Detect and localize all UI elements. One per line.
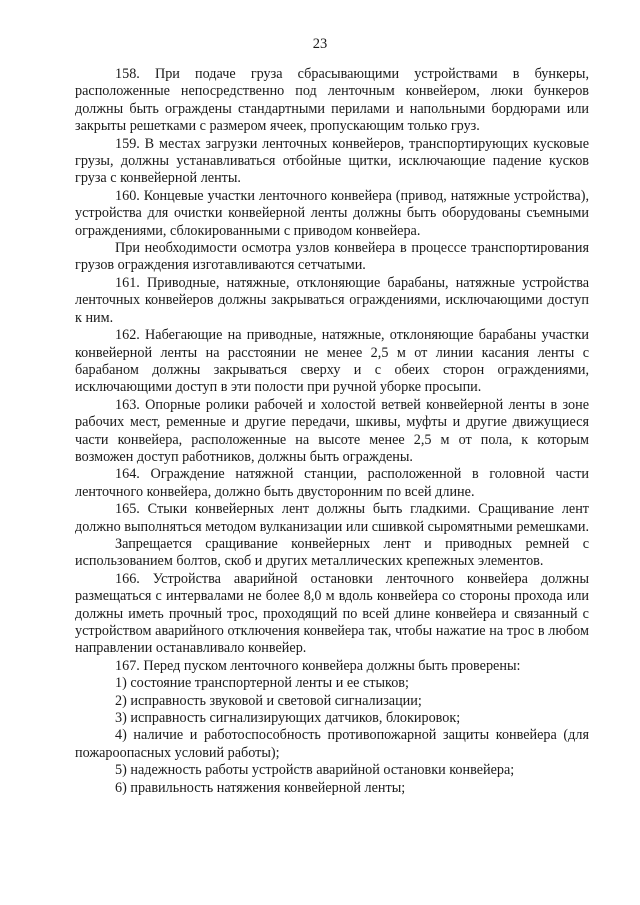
paragraph-165-note: Запрещается сращивание конвейерных лент и приводных ремней с использованием болтов, скоб и других металлических крепежных элементов. bbox=[75, 535, 589, 570]
paragraph-158: 158. При подаче груза сбрасывающими устройствами в бункеры, расположенные непосредственно под ленточным конвейером, люки бункеров должны быть ограждены стандартными перилами и напольными бордюрами или закрыты решетками с размером ячеек, пропускающим только груз. bbox=[75, 66, 589, 135]
list-item-1: 1) состояние транспортерной ленты и ее стыков; bbox=[115, 675, 409, 692]
list-item-2: 2) исправность звуковой и световой сигнализации; bbox=[115, 692, 422, 709]
paragraph-162: 162. Набегающие на приводные, натяжные, отклоняющие барабаны участки конвейерной ленты на расстоянии не менее 2,5 м от линии касания ленты с барабаном должны закрываться сверху и с обеих сторон ограждениями, исключающими доступ в эти полости при ручной уборке просыпи. bbox=[75, 327, 589, 396]
paragraph-163: 163. Опорные ролики рабочей и холостой ветвей конвейерной ленты в зоне рабочих мест, ременные и другие передачи, шкивы, муфты и другие движущиеся части конвейера, расположенные на высоте менее 2,5 м от пола, к которым возможен доступ работников, должны быть ограждены. bbox=[75, 396, 589, 465]
list-item-4: 4) наличие и работоспособность противопожарной защиты конвейера (для пожароопасных условий работы); bbox=[75, 727, 589, 761]
paragraph-167: 167. Перед пуском ленточного конвейера должны быть проверены: bbox=[115, 657, 521, 674]
paragraph-166: 166. Устройства аварийной остановки ленточного конвейера должны размещаться с интервалами не более 8,0 м вдоль конвейера со стороны прохода или должны иметь прочный трос, проходящий по всей длине конвейера и связанный с устройством аварийного отключения конвейера так, чтобы нажатие на трос в любом направлении останавливало конвейер. bbox=[75, 570, 589, 657]
paragraph-161: 161. Приводные, натяжные, отклоняющие барабаны, натяжные устройства ленточных конвейеров должны закрываться ограждениями, исключающими доступ к ним. bbox=[75, 274, 589, 326]
paragraph-160-note: При необходимости осмотра узлов конвейера в процессе транспортирования грузов ограждения изготавливаются сетчатыми. bbox=[75, 240, 589, 274]
page-number: 23 bbox=[312, 36, 328, 52]
paragraph-160: 160. Концевые участки ленточного конвейера (привод, натяжные устройства), устройства для очистки конвейерной ленты должны быть оборудованы съемными ограждениями, сблокированными с приводом конвейера. bbox=[75, 187, 589, 239]
list-item-3: 3) исправность сигнализирующих датчиков, блокировок; bbox=[115, 710, 461, 727]
document-body bbox=[75, 66, 589, 797]
list-item-6: 6) правильность натяжения конвейерной ленты; bbox=[115, 779, 406, 796]
paragraph-159: 159. В местах загрузки ленточных конвейеров, транспортирующих кусковые грузы, должны устанавливаться отбойные щитки, исключающие падение кусков груза с конвейерной ленты. bbox=[75, 135, 589, 187]
list-item-5: 5) надежность работы устройств аварийной остановки конвейера; bbox=[115, 762, 515, 779]
paragraph-165: 165. Стыки конвейерных лент должны быть гладкими. Сращивание лент должно выполняться методом вулканизации или сшивкой сыромятными ремешками. bbox=[75, 501, 590, 535]
paragraph-164: 164. Ограждение натяжной станции, расположенной в головной части ленточного конвейера, должно быть двусторонним по всей длине. bbox=[75, 466, 589, 500]
